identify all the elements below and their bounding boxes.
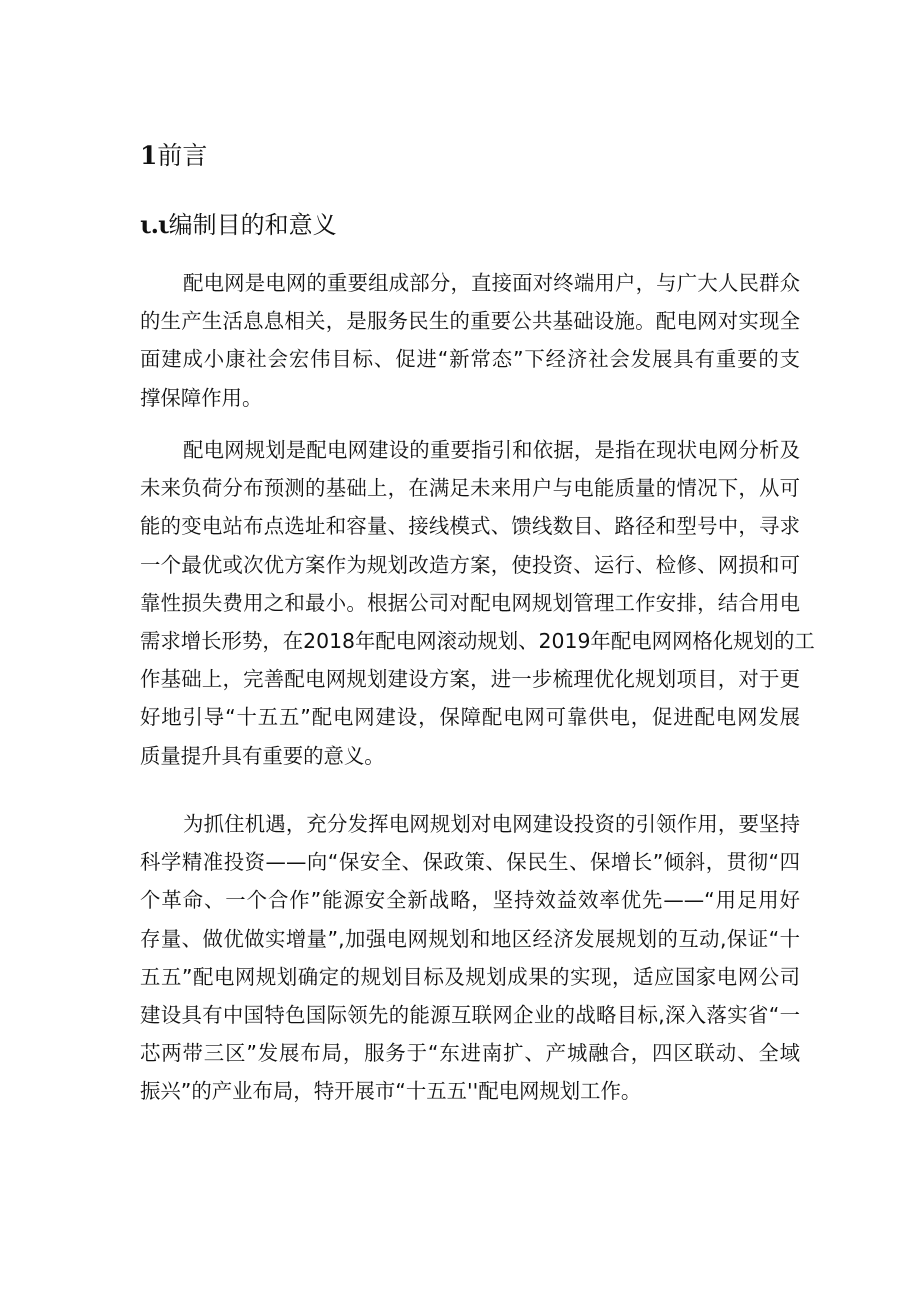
paragraph-3	[140, 805, 800, 1111]
paragraph-line: 一个最优或次优方案作为规划改造方案，使投资、运行、检修、网损和可	[140, 552, 800, 577]
paragraph-line: 靠性损失费用之和最小。根据公司对配电网规划管理工作安排，结合用电	[140, 590, 800, 615]
chapter-number: 1	[140, 141, 158, 170]
paragraph-line: 面建成小康社会宏伟目标、促进“新常态”下经济社会发展具有重要的支	[140, 347, 800, 372]
paragraph-line: 芯两带三区”发展布局，服务于“东进南扩、产城融合，四区联动、全域	[140, 1041, 800, 1066]
paragraph-line: 为抓住机遇，充分发挥电网规划对电网建设投资的引领作用，要坚持	[183, 812, 800, 836]
paragraph-line: 振兴”的产业布局，特开展市“十五五''配电网规划工作。	[140, 1079, 642, 1104]
paragraph-line: 配电网是电网的重要组成部分，直接面对终端用户，与广大人民群众	[183, 271, 800, 295]
paragraph-line: 能的变电站布点选址和容量、接线模式、馈线数目、路径和型号中，寻求	[140, 514, 800, 539]
paragraph-line: 需求增长形势，在2018年配电网滚动规划、2019年配电网网格化规划的工	[140, 628, 815, 653]
section-heading	[140, 209, 337, 241]
paragraph-1	[140, 264, 800, 417]
paragraph-line: 个革命、一个合作”能源安全新战略，坚持效益效率优先——“用足用好	[140, 888, 800, 913]
paragraph-line: 五五”配电网规划确定的规划目标及规划成果的实现，适应国家电网公司	[140, 964, 800, 989]
paragraph-line: 未来负荷分布预测的基础上，在满足未来用户与电能质量的情况下，从可	[140, 476, 800, 501]
paragraph-line: 好地引导“十五五”配电网建设，保障配电网可靠供电，促进配电网发展	[140, 705, 800, 730]
paragraph-line: 质量提升具有重要的意义。	[140, 743, 385, 768]
section-number: ι.ι	[140, 210, 169, 239]
section-title: 编制目的和意义	[168, 211, 337, 239]
paragraph-line: 的生产生活息息相关，是服务民生的重要公共基础设施。配电网对实现全	[140, 309, 800, 334]
paragraph-line: 建设具有中国特色国际领先的能源互联网企业的战略目标,深入落实省“一	[140, 1002, 800, 1027]
paragraph-line: 作基础上，完善配电网规划建设方案，进一步梳理优化规划项目，对于更	[140, 667, 800, 692]
chapter-title: 前言	[157, 141, 208, 170]
paragraph-line: 配电网规划是配电网建设的重要指引和依据，是指在现状电网分析及	[183, 438, 800, 462]
chapter-heading	[140, 140, 207, 172]
paragraph-line: 存量、做优做实增量”,加强电网规划和地区经济发展规划的互动,保证“十	[140, 926, 800, 951]
paragraph-2	[140, 431, 815, 775]
paragraph-line: 撑保障作用。	[140, 385, 263, 410]
paragraph-line: 科学精准投资——向“保安全、保政策、保民生、保增长”倾斜，贯彻“四	[140, 850, 800, 875]
